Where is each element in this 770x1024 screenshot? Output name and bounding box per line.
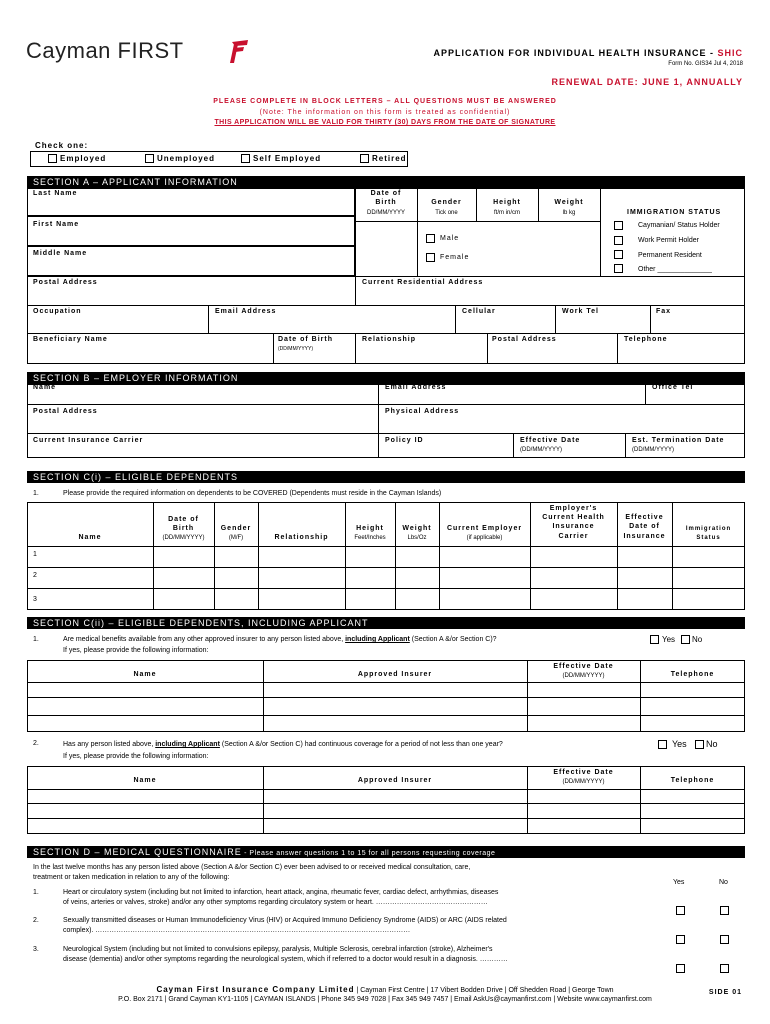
caymanian-checkbox[interactable] bbox=[614, 221, 623, 230]
section-a-header: SECTION A – APPLICANT INFORMATION bbox=[27, 176, 745, 188]
dep-col-immigration: Immigration bbox=[685, 526, 732, 532]
c2-q1-text: Are medical benefits available from any other approved insurer to any person listed above, including Applicant (Section A &/or Section C)? bbox=[63, 636, 497, 643]
c2-q1-yes-label: Yes bbox=[662, 635, 676, 644]
dep-col-weight: Weight bbox=[402, 525, 432, 532]
occupation-label: Occupation bbox=[33, 308, 82, 315]
termination-date-format: (DD/MM/YYYY) bbox=[632, 447, 674, 453]
section-b-header: SECTION B – EMPLOYER INFORMATION bbox=[27, 372, 745, 384]
telephone-label: Telephone bbox=[624, 336, 668, 343]
c2-q2-no-checkbox[interactable] bbox=[695, 740, 704, 749]
postal-address-label: Postal Address bbox=[33, 279, 98, 286]
dep-col-name: Name bbox=[78, 534, 102, 541]
c1-question-text: Please provide the required information on dependents to be COVERED (Dependents must reside in the Cayman Islands) bbox=[63, 490, 442, 497]
instruction-line-1: PLEASE COMPLETE IN BLOCK LETTERS – ALL QUESTIONS MUST BE ANSWERED bbox=[213, 98, 557, 105]
c2-q1-col-insurer: Approved Insurer bbox=[357, 671, 433, 678]
dep-col-height: Height bbox=[356, 525, 384, 532]
physical-address-label: Physical Address bbox=[385, 408, 460, 415]
self-employed-checkbox[interactable] bbox=[241, 154, 250, 163]
unemployed-checkbox[interactable] bbox=[145, 154, 154, 163]
dep-col-dob: Date of bbox=[168, 516, 199, 523]
female-checkbox[interactable] bbox=[426, 253, 435, 262]
c1-question-number: 1. bbox=[33, 490, 39, 497]
c2-q2-col-insurer: Approved Insurer bbox=[357, 777, 433, 784]
instruction-line-3: THIS APPLICATION WILL BE VALID FOR THIRTY (30) DAYS FROM THE DATE OF SIGNATURE bbox=[214, 119, 556, 126]
retired-label: Retired bbox=[372, 154, 407, 163]
d-intro-line-1: In the last twelve months has any person listed above (Section A &/or Section C) ever been advised to or received medical consultation, care, bbox=[33, 864, 471, 871]
d-q2-line-1: Sexually transmitted diseases or Human Immunodeficiency Virus (HIV) or Acquired Immuno Deficiency Syndrome (AIDS) or ARC (AIDS related bbox=[63, 917, 507, 924]
dep-col-gender: Gender bbox=[220, 525, 252, 532]
d-yes-header: Yes bbox=[673, 879, 685, 886]
dep-row-2: 2 bbox=[33, 572, 37, 579]
d-q3-yes-checkbox[interactable] bbox=[676, 964, 685, 973]
form-title: APPLICATION FOR INDIVIDUAL HEALTH INSURANCE - SHIC bbox=[433, 48, 743, 58]
c2-q1-col-name: Name bbox=[133, 671, 157, 678]
d-no-header: No bbox=[719, 879, 728, 886]
dep-row-1: 1 bbox=[33, 551, 37, 558]
logo bbox=[26, 38, 184, 68]
unemployed-label: Unemployed bbox=[157, 154, 216, 163]
retired-checkbox[interactable] bbox=[360, 154, 369, 163]
d-q2-number: 2. bbox=[33, 917, 39, 924]
dep-col-employer-format: (if applicable) bbox=[466, 535, 503, 541]
c2-q2-text: Has any person listed above, including Applicant (Section A &/or Section C) had continuous coverage for a period of not less than one year? bbox=[63, 741, 503, 748]
d-q2-yes-checkbox[interactable] bbox=[676, 935, 685, 944]
work-permit-label: Work Permit Holder bbox=[638, 237, 699, 244]
insurance-carrier-label: Current Insurance Carrier bbox=[33, 437, 144, 444]
dob-label-2: Birth bbox=[375, 199, 397, 206]
d-q1-number: 1. bbox=[33, 889, 39, 896]
female-label: Female bbox=[440, 254, 470, 261]
section-c1-header: SECTION C(i) – ELIGIBLE DEPENDENTS bbox=[27, 471, 745, 483]
dep-col-weight-format: Lbs/Oz bbox=[407, 535, 427, 541]
check-one-label: Check one: bbox=[35, 141, 89, 150]
employer-name-label: Name bbox=[33, 384, 57, 391]
d-q1-no-checkbox[interactable] bbox=[720, 906, 729, 915]
dep-col-height-format: Feet/Inches bbox=[354, 535, 386, 541]
weight-units: lb kg bbox=[562, 210, 576, 216]
instruction-line-2: (Note: The information on this form is treated as confidential) bbox=[259, 109, 511, 116]
d-q2-line-2: complex). ……………………………………………………………………………………………………………………… bbox=[63, 927, 411, 934]
page-side-label: SIDE 01 bbox=[708, 989, 742, 996]
d-q3-line-2: disease (dementia) and/or other symptoms regarding the neurological system, which if referred to a doctor would result in a diagnosis. ………… bbox=[63, 956, 508, 963]
dep-col-effective: Effective bbox=[625, 514, 664, 521]
middle-name-label: Middle Name bbox=[33, 250, 88, 257]
c2-q2-col-effective-format: (DD/MM/YYYY) bbox=[562, 779, 605, 785]
caymanian-label: Caymanian/ Status Holder bbox=[638, 222, 720, 229]
c2-q1-col-telephone: Telephone bbox=[670, 671, 715, 678]
c2-q2-yes-checkbox[interactable] bbox=[658, 740, 667, 749]
male-label: Male bbox=[440, 235, 460, 242]
d-q2-no-checkbox[interactable] bbox=[720, 935, 729, 944]
last-name-label: Last Name bbox=[33, 190, 78, 197]
policy-id-label: Policy ID bbox=[385, 437, 424, 444]
c2-q2-no-label: No bbox=[706, 739, 718, 749]
footer-line-1: Cayman First Insurance Company Limited | Cayman First Centre | 17 Vibert Bodden Drive | Off Shedden Road | George Town bbox=[156, 985, 614, 994]
d-q3-number: 3. bbox=[33, 946, 39, 953]
employer-email-label: Email Address bbox=[385, 384, 447, 391]
weight-label: Weight bbox=[554, 199, 584, 206]
dep-col-relationship: Relationship bbox=[274, 534, 329, 541]
termination-date-label: Est. Termination Date bbox=[632, 437, 725, 444]
renewal-date: RENEWAL DATE: JUNE 1, ANNUALLY bbox=[551, 77, 743, 87]
other-status-checkbox[interactable] bbox=[614, 264, 623, 273]
footer-line-2: P.O. Box 2171 | Grand Cayman KY1-1105 | CAYMAN ISLANDS | Phone 345 949 7028 | Fax 345 949 7457 | Email AskUs@caymanfirst.com | Website www.caymanfirst.com bbox=[118, 996, 652, 1003]
dob-format: DD/MM/YYYY bbox=[366, 210, 405, 216]
dep-col-employer: Current Employer bbox=[446, 525, 523, 532]
other-status-label: Other ______________ bbox=[638, 266, 712, 273]
c2-q2-yes-label: Yes bbox=[672, 739, 687, 749]
c2-q2-col-telephone: Telephone bbox=[670, 777, 715, 784]
dep-col-dob-2: Birth bbox=[172, 525, 195, 532]
c2-q1-yes-checkbox[interactable] bbox=[650, 635, 659, 644]
dep-col-insurance-4: Carrier bbox=[558, 533, 589, 540]
gender-label: Gender bbox=[431, 199, 462, 206]
dob-label: Date of bbox=[370, 190, 402, 197]
dep-col-dob-format: (DD/MM/YYYY) bbox=[162, 535, 205, 541]
fax-label: Fax bbox=[656, 308, 672, 315]
form-number: Form No. GIS34 Jul 4, 2018 bbox=[668, 61, 743, 67]
d-q3-no-checkbox[interactable] bbox=[720, 964, 729, 973]
relationship-label: Relationship bbox=[362, 336, 417, 343]
height-label: Height bbox=[493, 199, 521, 206]
dep-col-insurance-2: Current Health bbox=[542, 514, 605, 521]
permanent-resident-label: Permanent Resident bbox=[638, 252, 702, 259]
c2-q1-col-effective-format: (DD/MM/YYYY) bbox=[562, 673, 605, 679]
office-tel-label: Office Tel bbox=[652, 384, 694, 391]
c2-q2-followup: If yes, please provide the following information: bbox=[63, 753, 209, 760]
email-label: Email Address bbox=[215, 308, 277, 315]
residential-address-label: Current Residential Address bbox=[362, 279, 484, 286]
permanent-resident-checkbox[interactable] bbox=[614, 250, 623, 259]
c2-q1-col-effective: Effective Date bbox=[553, 663, 614, 670]
employed-checkbox[interactable] bbox=[48, 154, 57, 163]
dep-col-gender-format: (M/F) bbox=[228, 535, 244, 541]
work-permit-checkbox[interactable] bbox=[614, 236, 623, 245]
c2-q1-followup: If yes, please provide the following information: bbox=[63, 647, 209, 654]
tick-one-label: Tick one bbox=[435, 210, 458, 216]
dep-col-effective-3: Insurance bbox=[623, 533, 666, 540]
section-c2-header: SECTION C(ii) – ELIGIBLE DEPENDENTS, INCLUDING APPLICANT bbox=[27, 617, 745, 629]
d-intro-line-2: treatment or taken medication in relation to any of the following: bbox=[33, 874, 230, 881]
c2-q1-number: 1. bbox=[33, 636, 39, 643]
employed-label: Employed bbox=[60, 154, 107, 163]
c2-q2-col-effective: Effective Date bbox=[553, 769, 614, 776]
self-employed-label: Self Employed bbox=[253, 154, 322, 163]
section-d-header: SECTION D – MEDICAL QUESTIONNAIRE - Please answer questions 1 to 15 for all persons requesting coverage bbox=[27, 846, 745, 858]
cellular-label: Cellular bbox=[462, 308, 496, 315]
work-tel-label: Work Tel bbox=[562, 308, 599, 315]
dep-col-effective-2: Date of bbox=[629, 523, 660, 530]
effective-date-format: (DD/MM/YYYY) bbox=[520, 447, 562, 453]
logo-mark-icon bbox=[226, 38, 250, 66]
dep-col-immigration-2: Status bbox=[696, 535, 721, 541]
d-q3-line-1: Neurological System (including but not limited to convulsions epilepsy, paralysis, Multiple Sclerosis, cerebral infarction (stroke), Alzheimer's bbox=[63, 946, 493, 953]
beneficiary-postal-label: Postal Address bbox=[492, 336, 557, 343]
beneficiary-name-label: Beneficiary Name bbox=[33, 336, 108, 343]
beneficiary-dob-format: (DD/MM/YYYY) bbox=[278, 346, 313, 352]
beneficiary-dob-label: Date of Birth bbox=[278, 336, 333, 343]
c2-q1-no-label: No bbox=[692, 635, 703, 644]
c2-q2-col-name: Name bbox=[133, 777, 157, 784]
c2-q2-number: 2. bbox=[33, 740, 39, 747]
d-q1-line-2: of veins, arteries or valves, stroke) and/or any other symptoms regarding circulatory system or heart. ………………………………………… bbox=[63, 899, 488, 906]
dep-col-insurance-3: Insurance bbox=[552, 523, 595, 530]
dep-col-insurance: Employer's bbox=[549, 505, 598, 512]
c2-q1-no-checkbox[interactable] bbox=[681, 635, 690, 644]
employer-postal-label: Postal Address bbox=[33, 408, 98, 415]
male-checkbox[interactable] bbox=[426, 234, 435, 243]
logo-text: Cayman FIRST bbox=[26, 38, 184, 63]
dep-row-3: 3 bbox=[33, 596, 37, 603]
d-q1-line-1: Heart or circulatory system (including but not limited to infarction, heart attack, angina, rheumatic fever, cardiac defect, arrhythmias, diseases bbox=[63, 889, 499, 896]
d-q1-yes-checkbox[interactable] bbox=[676, 906, 685, 915]
effective-date-label: Effective Date bbox=[520, 437, 581, 444]
first-name-label: First Name bbox=[33, 221, 80, 228]
immigration-status-title: IMMIGRATION STATUS bbox=[627, 209, 722, 216]
height-units: ft/m in/cm bbox=[493, 210, 520, 216]
